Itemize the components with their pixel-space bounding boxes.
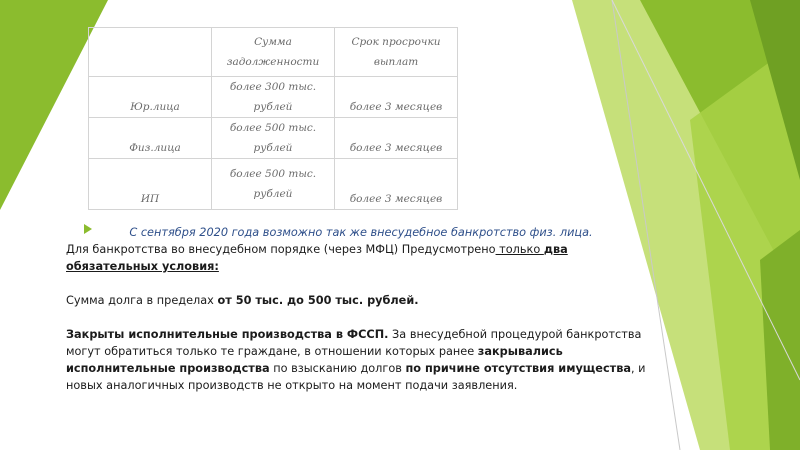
- condition-2: [66, 326, 656, 394]
- table-cell-amount: более 500 тыс. рублей: [212, 159, 335, 210]
- table-header-cell: [89, 28, 212, 77]
- table-row: [89, 159, 458, 210]
- condition-2-closed: закрывались исполнительные производства: [66, 345, 563, 375]
- condition-2-reason: по причине отсутствия имущества: [405, 362, 631, 375]
- body-text: [66, 224, 656, 394]
- table-row: [89, 118, 458, 159]
- table-cell-term: более 3 месяцев: [335, 159, 458, 210]
- table-cell-type: Физ.лица: [89, 118, 212, 159]
- condition-2-title: Закрыты исполнительные производства в ФССП.: [66, 328, 389, 341]
- intro-two-conditions: два обязательных условия:: [66, 243, 568, 273]
- table-header-cell: Сумма задолженности: [212, 28, 335, 77]
- condition-2-text: За внесудебной процедурой банкротства могут обратиться только те граждане, в отношении которых ранее: [66, 328, 642, 358]
- spacer: [66, 275, 656, 292]
- debt-criteria-table: [88, 27, 458, 210]
- table-row: [89, 77, 458, 118]
- table-cell-term: более 3 месяцев: [335, 118, 458, 159]
- condition-1: [66, 292, 656, 309]
- table-cell-amount: более 300 тыс. рублей: [212, 77, 335, 118]
- intro-only: только: [495, 243, 544, 256]
- condition-1-text: Сумма долга в пределах: [66, 294, 218, 307]
- table-cell-type: ИП: [89, 159, 212, 210]
- condition-2-text-2: по взысканию долгов: [269, 362, 406, 375]
- condition-1-range: от 50 тыс. до 500 тыс. рублей.: [217, 294, 419, 307]
- table-header-cell: Срок просрочки выплат: [335, 28, 458, 77]
- table-cell-amount: более 500 тыс. рублей: [212, 118, 335, 159]
- intro-text: Для банкротства во внесудебном порядке (через МФЦ) Предусмотрено: [66, 243, 496, 256]
- table-cell-term: более 3 месяцев: [335, 77, 458, 118]
- table-cell-type: Юр.лица: [89, 77, 212, 118]
- conditions-intro: [66, 241, 656, 275]
- table-header-row: [89, 28, 458, 77]
- headline: С сентября 2020 года возможно так же внесудебное банкротство физ. лица.: [129, 226, 593, 239]
- spacer: [66, 309, 656, 326]
- condition-2-text-3: , и новых аналогичных производств не открыто на момент подачи заявления.: [66, 362, 646, 392]
